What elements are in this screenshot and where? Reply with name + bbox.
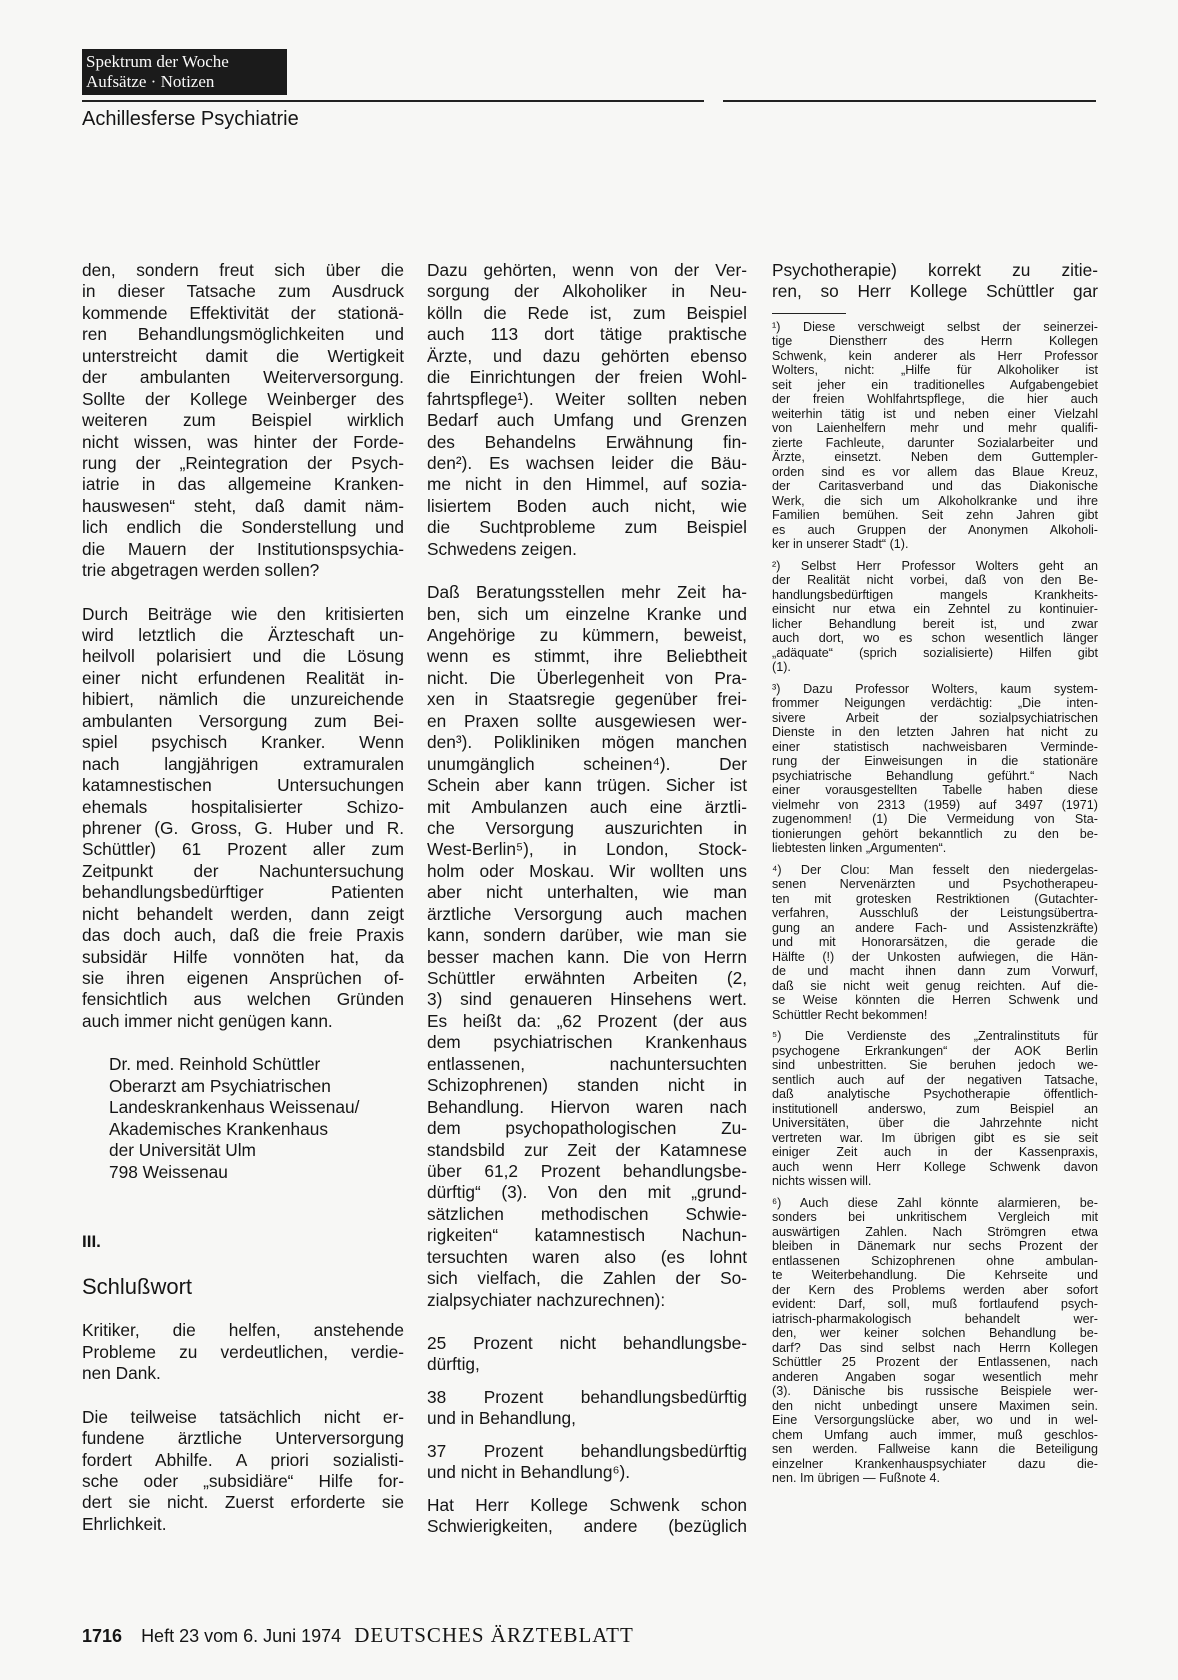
text-line: gung an andere Fach- und Assistenzkräfte) (772, 920, 1098, 935)
text-line: ³) Dazu Professor Wolters, kaum system- (772, 681, 1098, 696)
text-line: tionierungen gehört bekanntlich zu den be- (772, 826, 1098, 841)
text-line: rung der „Reintegration der Psych- (82, 452, 404, 473)
text-line: den²). Es wachsen leider die Bäu- (427, 452, 747, 473)
text-line: phrener (G. Gross, G. Huber und R. (82, 817, 404, 838)
text-line: sind unbestritten. Sie beruhen jedoch we- (772, 1058, 1098, 1073)
text-line: Ehrlichkeit. (82, 1513, 167, 1534)
text-line: sen werden. Fallweise kann die Beteiligung (772, 1442, 1098, 1457)
text-line: liebtesten linken „Argumenten“. (772, 841, 947, 856)
text-line: nichts wissen will. (772, 1174, 872, 1189)
text-line: de und macht ihnen dann zum Vorwurf, (772, 964, 1098, 979)
text-line: trie abgetragen werden sollen? (82, 560, 320, 581)
text-line: Werk, die sich um Alkoholkranke und ihre (772, 493, 1098, 508)
text-line: auswärtigen Zahlen. Nach Strömgren etwa (772, 1224, 1098, 1239)
text-line: psychiatrische Behandlung geführt.“ Nach (772, 768, 1098, 783)
text-line: dürftig“ (3). Von den mit „grund- (427, 1182, 747, 1203)
column-1 (82, 260, 404, 1535)
text-line: nicht behandelt werden, dann zeigt (82, 903, 404, 924)
text-line: es auch Gruppen der Anonymen Alkoholi- (772, 522, 1098, 537)
text-line: der Universität Ulm (109, 1140, 256, 1161)
text-line: sche oder „subsidiäre“ Hilfe for- (82, 1471, 404, 1491)
text-line: nen. Im übrigen — Fußnote 4. (772, 1471, 941, 1486)
text-line: nach langjährigen extramuralen (82, 753, 404, 774)
text-line: einer statistisch nachweisbaren Verminde- (772, 739, 1098, 754)
text-line: standsbild zur Zeit der Katamnese (427, 1139, 747, 1160)
text-line: Oberarzt am Psychiatrischen (109, 1075, 331, 1096)
text-line: Dazu gehörten, wenn von der Ver- (427, 260, 747, 280)
text-line: handlungsbedürftigen mangels Krankheits- (772, 587, 1098, 602)
text-line: Die teilweise tatsächlich nicht er- (82, 1406, 404, 1427)
text-line: Zeitpunkt der Nachuntersuchung (82, 860, 404, 881)
text-line: 25 Prozent nicht behandlungsbe- (427, 1333, 747, 1353)
text-line: besser machen kann. Die von Herrn (427, 946, 747, 967)
section-label-line2: Aufsätze · Notizen (86, 72, 215, 91)
paragraph (427, 582, 747, 1311)
text-line: Schein aber kann trügen. Sicher ist (427, 775, 747, 796)
text-line: einer vorausgestellten Tabelle haben diese (772, 783, 1098, 798)
journal-name: DEUTSCHES ÄRZTEBLATT (354, 1623, 634, 1647)
text-line: auch immer nicht genügen kann. (82, 1010, 333, 1031)
text-line: sätzlichen methodischen Schwie- (427, 1203, 747, 1224)
text-line: West-Berlin⁵), in London, Stock- (427, 839, 747, 860)
text-line: seit jeher ein traditionelles Aufgabengebiet (772, 377, 1098, 392)
text-line: Schwedens zeigen. (427, 538, 577, 559)
text-line: anderen Angaben sogar wesentlich mehr (772, 1369, 1098, 1384)
text-line: (1). (772, 660, 791, 675)
text-line: Schwierigkeiten, andere (bezüglich (427, 1516, 747, 1537)
text-line: und in Behandlung, (427, 1408, 576, 1429)
text-line: den, sondern freut sich über die (82, 260, 404, 280)
text-line: einiger Zeit auch in der Kassenpraxis, (772, 1145, 1098, 1160)
text-line: Akademisches Krankenhaus (109, 1118, 329, 1139)
text-line: den, wer keiner solchen Behandlung be- (772, 1326, 1098, 1341)
text-line: ren, so Herr Kollege Schüttler gar (772, 281, 1098, 302)
text-line: ärztliche Versorgung auch machen (427, 903, 747, 924)
text-line: nen Dank. (82, 1363, 161, 1384)
text-line: Schüttler erwähnten Arbeiten (2, (427, 968, 747, 988)
text-line: ⁵) Die Verdienste des „Zentralinstituts für (772, 1029, 1098, 1044)
text-line: vertreten war. Im übrigen gibt es sie seit (772, 1130, 1098, 1145)
text-line: xen in Staatsregie gegenüber frei- (427, 689, 747, 710)
text-line: ambulanten Versorgung zum Bei- (82, 710, 404, 731)
text-line: entlassenen Schizophrenen ohne ambulan- (772, 1253, 1098, 1268)
text-line: vielmehr von 2313 (1959) auf 3497 (1971) (772, 797, 1098, 812)
text-line: den nicht unbedingt unsere Maximen sein. (772, 1398, 1098, 1413)
section-label-box (82, 49, 287, 95)
text-line: Landeskrankenhaus Weissenau/ (109, 1097, 360, 1118)
text-line: kommende Effektivität der stationä- (82, 302, 404, 323)
text-line: einzelner Krankenhauspsychiater dazu die- (772, 1456, 1098, 1471)
text-line: 3) sind genaueren Hinsehens wert. (427, 989, 747, 1010)
text-line: ⁶) Auch diese Zahl könnte alarmieren, be- (772, 1195, 1098, 1210)
text-line: der ambulanten Weiterversorgung. (82, 367, 404, 388)
text-line: sonders bei unkritischem Vergleich mit (772, 1210, 1098, 1225)
text-line: weiterhin tätig ist und neben einer Vielzahl (772, 406, 1098, 421)
text-line: mit Ambulanzen auch eine ärztli- (427, 796, 747, 817)
text-line: frommer Neigungen verdächtig: „Die inten- (772, 696, 1098, 711)
paragraph (82, 604, 404, 1033)
text-line: sich vielfach, die Zahlen der So- (427, 1268, 747, 1289)
text-line: fahrtspflege¹). Weiter sollten neben (427, 388, 747, 409)
text-line: Hälfte (!) der Unkosten aufwiegen, die Hän- (772, 949, 1098, 964)
header-rule-left (82, 100, 704, 102)
text-line: chem Umfang auch immer, muß geschlos- (772, 1427, 1098, 1442)
text-line: Kritiker, die helfen, anstehende (82, 1320, 404, 1341)
text-line: Familien bemühen. Seit zehn Jahren gibt (772, 508, 1098, 523)
text-line: ²) Selbst Herr Professor Wolters geht an (772, 558, 1098, 573)
text-line: rigkeiten“ katamnestisch Nachun- (427, 1225, 747, 1246)
text-line: te Weiterbehandlung. Die Kehrseite und (772, 1268, 1098, 1283)
text-line: Schwenk, kein anderer als Herr Professor (772, 348, 1098, 363)
page-number: 1716 (82, 1626, 123, 1646)
text-line: katamnestischen Untersuchungen (82, 775, 404, 796)
text-line: darf? Das sind selbst nach Herrn Kollegen (772, 1340, 1098, 1355)
text-line: von Laienhelfern mehr und mehr qualifi- (772, 421, 1098, 436)
paragraph (427, 260, 747, 560)
text-line: das doch auch, daß die freie Praxis (82, 925, 404, 946)
text-line: aber nicht unterhalten, wie man (427, 882, 747, 903)
text-line: Sollte der Kollege Weinberger des (82, 388, 404, 409)
text-line: tersuchten waren also (es lohnt (427, 1246, 747, 1267)
text-line: sentlich auch auf der negativen Tatsache, (772, 1072, 1098, 1087)
text-line: evident: Darf, soll, muß fortlaufend psych- (772, 1297, 1098, 1312)
text-line: ker in unserer Stadt“ (1). (772, 537, 909, 552)
text-line: die Mauern der Institutionspsychia- (82, 538, 404, 559)
text-line: institutionell anderswo, zum Beispiel an (772, 1101, 1098, 1116)
text-line: Daß Beratungsstellen mehr Zeit ha- (427, 582, 747, 603)
text-line: ren Behandlungsmöglichkeiten und (82, 324, 404, 345)
text-line: behandlungsbedürftiger Patienten (82, 882, 404, 903)
text-line: hibiert, nämlich die unzureichende (82, 689, 404, 710)
text-line: iatrisch-pharmakologisch behandelt wer- (772, 1311, 1098, 1326)
text-line: Probleme zu verdeutlichen, verdie- (82, 1341, 404, 1362)
text-line: sivere Arbeit der sozialpsychiatrischen (772, 710, 1098, 725)
text-line: ben, sich um einzelne Kranke und (427, 603, 747, 624)
text-line: se Weise könnten die Herren Schwenk und (772, 993, 1098, 1008)
text-line: Es heißt da: „62 Prozent (der aus (427, 1010, 747, 1031)
text-line: sorgung der Alkoholiker in Neu- (427, 281, 747, 302)
text-line: die Suchtprobleme zum Beispiel (427, 517, 747, 538)
text-line: der Kern des Problems werden aber sofort (772, 1282, 1098, 1297)
text-line: en Praxen sollte ausgewiesen wer- (427, 710, 747, 731)
paragraph (427, 1495, 747, 1538)
issue-info: Heft 23 vom 6. Juni 1974 (141, 1626, 342, 1646)
text-line: me nicht in den Himmel, auf sozia- (427, 474, 747, 495)
text-line: wird letztlich die Ärzteschaft un- (82, 625, 404, 645)
text-line: dürftig, (427, 1354, 480, 1375)
section-label-line1: Spektrum der Woche (86, 52, 229, 71)
text-line: auch dort, wo es schon wesentlich länger (772, 631, 1098, 646)
text-line: orden sind es vor allem das Blaue Kreuz, (772, 464, 1098, 479)
text-line: unumgänglich scheinen⁴). Der (427, 753, 747, 774)
text-line: zialpsychiater nachzurechnen): (427, 1289, 666, 1310)
text-line: sie ihren eigenen Ansprüchen of- (82, 968, 404, 988)
text-line: che Versorgung auszurichten in (427, 817, 747, 838)
text-line: fundene ärztliche Unterversorgung (82, 1428, 404, 1449)
text-line: Schüttler) 61 Prozent aller zum (82, 839, 404, 860)
text-line: ⁴) Der Clou: Man fesselt den niedergelas- (772, 862, 1098, 877)
text-line: zierte Fachleute, darunter Sozialarbeiter und (772, 435, 1098, 450)
text-line: dem psychopathologischen Zu- (427, 1118, 747, 1139)
text-line: auch 113 dort tätige praktische (427, 324, 747, 345)
text-line: Wolters, nicht: „Hilfe für Alkoholiker ist (772, 363, 1098, 378)
text-line: psychogene Erkrankungen“ der AOK Berlin (772, 1043, 1098, 1058)
text-line: heilvoll polarisiert und die Lösung (82, 646, 404, 667)
text-line: dert sie nicht. Zuerst erforderte sie (82, 1492, 404, 1513)
text-line: und mit Honorarsätzen, die gerade die (772, 935, 1098, 950)
list-item (427, 1441, 747, 1484)
text-line: Universitäten, über die Jahrzehnte nicht (772, 1116, 1098, 1131)
text-line: Schüttler Recht bekommen! (772, 1007, 928, 1022)
text-line: und nicht in Behandlung⁶). (427, 1462, 631, 1483)
text-line: in dieser Tatsache zum Ausdruck (82, 281, 404, 302)
paragraph (772, 260, 1098, 303)
text-line: „adäquate“ (sprich sozialisierte) Hilfen gibt (772, 645, 1098, 660)
text-line: über 61,2 Prozent behandlungsbe- (427, 1160, 747, 1181)
text-line: auch wenn Herr Kollege Schwenk davon (772, 1159, 1098, 1174)
text-line: Dienste in den letzten Jahren hat nicht zu (772, 725, 1098, 740)
text-line: des Behandelns Erwähnung fin- (427, 431, 747, 452)
text-line: der Realität nicht vorbei, daß von den Be- (772, 573, 1098, 588)
text-line: kölln die Rede ist, zum Beispiel (427, 302, 747, 323)
text-line: dem psychiatrischen Krankenhaus (427, 1032, 747, 1053)
footnote-rule (772, 313, 846, 314)
text-line: rung der Einweisungen in die stationäre (772, 754, 1098, 769)
text-line: einer nicht erfundenen Realität in- (82, 667, 404, 688)
text-line: die Einrichtungen der freien Wohl- (427, 367, 747, 388)
text-line: Eine Versorgungslücke aber, wo und in wel- (772, 1413, 1098, 1428)
text-line: Behandlung. Hiervon waren nach (427, 1096, 747, 1117)
text-line: nicht. Die Überlegenheit von Pra- (427, 667, 747, 688)
text-line: senen Nervenärzten und Psychotherapeu- (772, 877, 1098, 892)
footnote-2 (772, 559, 1098, 675)
text-line: der freien Wohlfahrtspflege, die hier auch (772, 392, 1098, 407)
text-line: ten mit grotesken Restriktionen (Gutachter- (772, 891, 1098, 906)
paragraph (82, 260, 404, 582)
column-2 (427, 260, 747, 1538)
text-line: unterstreicht damit die Wertigkeit (82, 345, 404, 366)
text-line: den³). Polikliniken mögen manchen (427, 732, 747, 753)
text-line: tige Dienstherr des Herrn Kollegen (772, 334, 1098, 349)
text-line: Schüttler 25 Prozent der Entlassenen, nach (772, 1355, 1098, 1370)
text-line: daß sie nicht weit genug reichten. Auf die- (772, 978, 1098, 993)
text-line: Ärzte, einsetzt. Neben dem Guttempler- (772, 450, 1098, 465)
text-line: bleiben in Dänemark nur sechs Prozent der (772, 1239, 1098, 1254)
text-line: hauswesen“ steht, daß damit näm- (82, 495, 404, 516)
page-footer (82, 1623, 634, 1648)
section-number: III. (82, 1231, 101, 1251)
text-line: zugenommen! (1) Die Vermeidung von Sta- (772, 812, 1098, 827)
footnote-4 (772, 863, 1098, 1023)
paragraph (82, 1320, 404, 1384)
text-line: der Caritasverband und das Diakonische (772, 479, 1098, 494)
text-line: weiteren zum Beispiel wirklich (82, 410, 404, 431)
text-line: spiel psychisch Kranker. Wenn (82, 732, 404, 753)
article-rubric: Achillesferse Psychiatrie (82, 108, 299, 130)
text-line: iatrie in das allgemeine Kranken- (82, 474, 404, 495)
list-item (427, 1333, 747, 1376)
footnote-1 (772, 320, 1098, 552)
header-rule-right (723, 100, 1096, 102)
section-title: Schlußwort (82, 1274, 193, 1300)
text-line: holm oder Moskau. Wir wollten uns (427, 860, 747, 881)
text-line: daß analytische Psychotherapie öffentlich- (772, 1087, 1098, 1102)
column-3 (772, 260, 1098, 1486)
text-line: fordert Abhilfe. A priori sozialisti- (82, 1449, 404, 1470)
author-signature (82, 1054, 404, 1183)
text-line: lisiertem Boden auch nicht, wie (427, 495, 747, 516)
text-line: subsidär Hilfe vonnöten hat, da (82, 946, 404, 967)
paragraph (82, 1407, 404, 1536)
text-line: Dr. med. Reinhold Schüttler (109, 1054, 321, 1075)
text-line: entlassenen, nachuntersuchten (427, 1053, 747, 1074)
text-line: 798 Weissenau (109, 1161, 228, 1182)
text-line: fensichtlich aus welchen Gründen (82, 989, 404, 1010)
text-line: einsicht nur etwa ein Zehntel zu kontinuier- (772, 602, 1098, 617)
text-line: Psychotherapie) korrekt zu zitie- (772, 260, 1098, 280)
text-line: ¹) Diese verschweigt selbst der seinerzei- (772, 319, 1098, 334)
list-item (427, 1387, 747, 1430)
text-line: wenn es stimmt, ihre Beliebtheit (427, 646, 747, 667)
text-line: nicht wissen, was hinter der Forde- (82, 431, 404, 452)
footnote-5 (772, 1029, 1098, 1189)
text-line: Durch Beiträge wie den kritisierten (82, 603, 404, 624)
text-line: verfahren, Ausschluß der Leistungsübertra- (772, 906, 1098, 921)
footnote-6 (772, 1196, 1098, 1486)
text-line: ehemals hospitalisierter Schizo- (82, 796, 404, 817)
text-line: Angehörige zu kümmern, beweist, (427, 625, 747, 645)
footnote-3 (772, 682, 1098, 856)
text-line: 37 Prozent behandlungsbedürftig (427, 1440, 747, 1461)
text-line: 38 Prozent behandlungsbedürftig (427, 1386, 747, 1407)
text-line: kann, sondern darüber, wie man sie (427, 925, 747, 946)
text-line: Bedarf auch Umfang und Grenzen (427, 410, 747, 431)
text-line: Ärzte, und dazu gehörten ebenso (427, 345, 747, 366)
text-line: Hat Herr Kollege Schwenk schon (427, 1494, 747, 1515)
text-line: (3). Dänische bis russische Beispiele wer- (772, 1384, 1098, 1399)
text-line: licher Behandlung bereit ist, und zwar (772, 616, 1098, 631)
text-line: Schizophrenen) standen nicht in (427, 1075, 747, 1096)
text-line: lich endlich die Sonderstellung und (82, 517, 404, 538)
